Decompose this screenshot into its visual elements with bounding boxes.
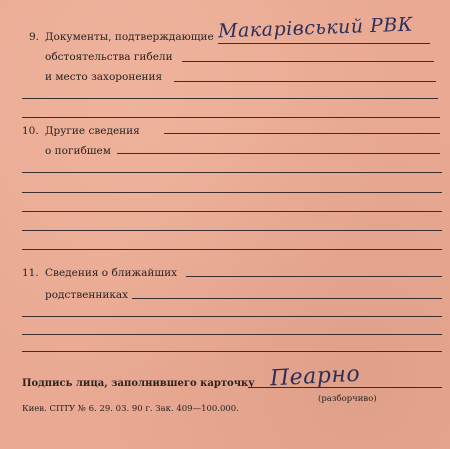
section11-label-line1: Сведения о ближайших: [45, 267, 178, 279]
section9-number: 9.: [29, 31, 40, 43]
section11-line-3: [22, 316, 442, 317]
section11-line-1: [186, 276, 442, 277]
signature-label: Подпись лица, заполнившего карточку: [22, 378, 255, 389]
section10-line-7: [22, 249, 442, 250]
section10-label-line1: Другие сведения: [45, 125, 140, 137]
section9-label-line3: и место захоронения: [45, 71, 163, 83]
section10-line-1: [164, 133, 440, 134]
section9-line-4: [22, 98, 438, 99]
signature-caption: (разборчиво): [318, 394, 377, 404]
section11-line-4: [22, 334, 442, 335]
section10-line-3: [22, 172, 442, 173]
section9-line-3: [174, 81, 436, 82]
section10-number: 10.: [22, 125, 39, 137]
section10-label-line2: о погибшем: [45, 145, 111, 157]
section9-line-5: [22, 117, 440, 118]
section11-number: 11.: [22, 267, 39, 279]
section10-line-5: [22, 211, 442, 212]
section10-line-6: [22, 230, 442, 231]
signature-handwritten: Пеарно: [269, 361, 361, 392]
section10-line-4: [22, 192, 442, 193]
printer-imprint: Киев. СПТУ № 6. 29. 03. 90 г. Зак. 409—100.000.: [22, 404, 239, 414]
section9-label-line2: обстоятельства гибели: [45, 51, 173, 63]
signature-line: [248, 387, 442, 388]
section9-line-1: [218, 43, 430, 44]
section11-line-5: [22, 351, 442, 352]
section11-label-line2: родственниках: [45, 289, 129, 301]
section9-handwritten-value: Макарівський РВК: [217, 13, 414, 43]
section11-line-2: [132, 298, 442, 299]
section10-line-2: [117, 153, 440, 154]
section9-label-line1: Документы, подтверждающие: [45, 31, 214, 43]
section9-line-2: [182, 61, 434, 62]
